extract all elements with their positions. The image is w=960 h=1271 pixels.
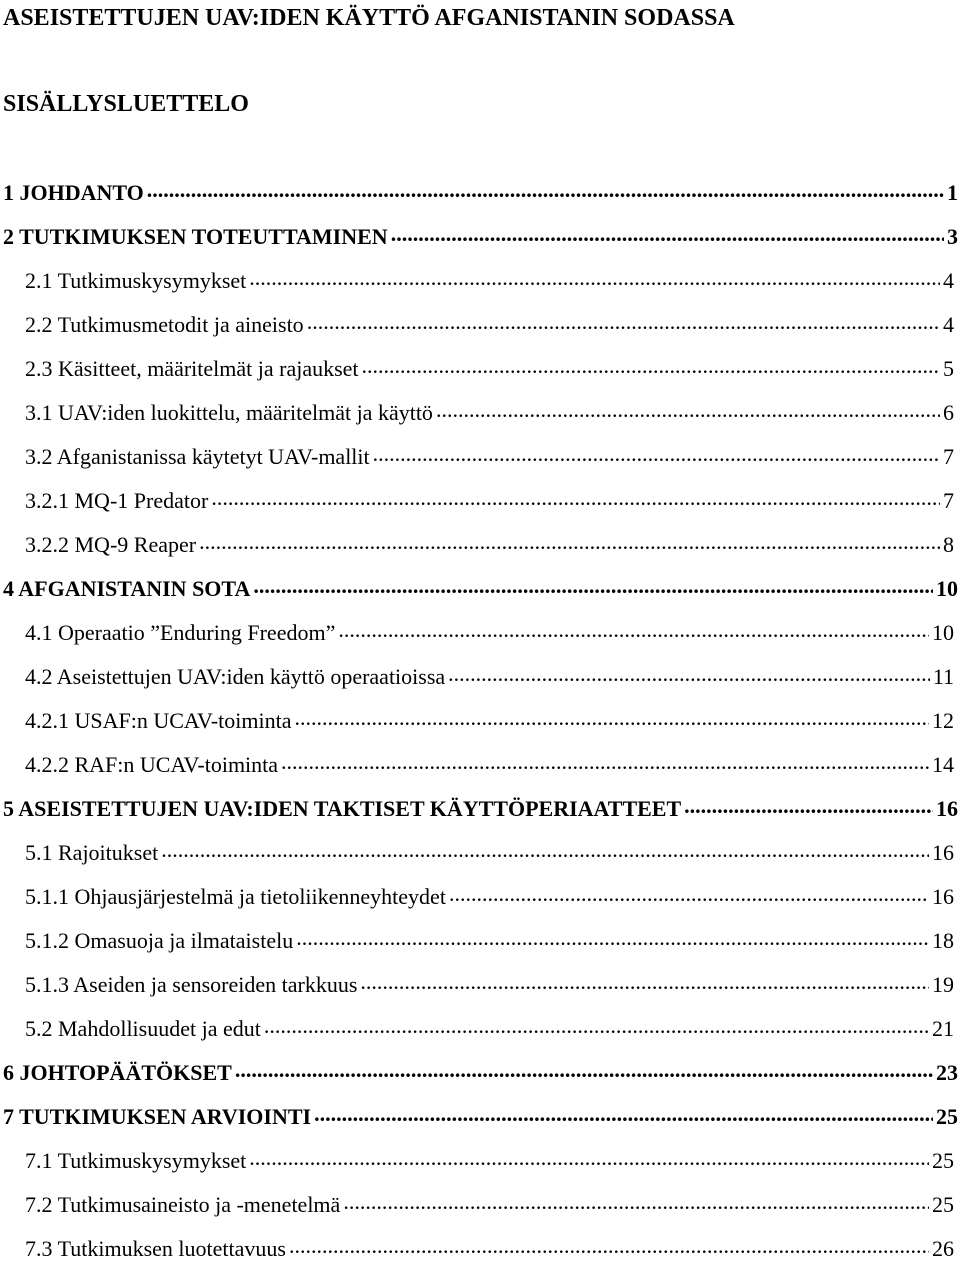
dot-leader [373,432,940,476]
dot-leader [147,168,944,212]
toc-entry[interactable] [0,831,960,875]
toc-entry[interactable] [0,699,960,743]
toc-entry-page-number: 25 [932,1148,954,1173]
toc-entry[interactable] [0,1183,960,1227]
toc-entry-label: 5.1.2 Omasuoja ja ilmataistelu [25,928,294,953]
dot-leader [211,476,940,520]
dot-leader [448,652,930,696]
toc-entry[interactable] [0,611,960,655]
dot-leader [343,1180,929,1224]
toc-entry[interactable] [0,1051,960,1095]
toc-entry[interactable] [0,919,960,963]
table-of-contents [0,171,960,1271]
dot-leader [307,300,940,344]
document-title: ASEISTETTUJEN UAV:IDEN KÄYTTÖ AFGANISTANIN SODASSA [3,5,735,31]
toc-entry[interactable] [0,655,960,699]
toc-entry[interactable] [0,1007,960,1051]
toc-entry[interactable] [0,479,960,523]
toc-entry[interactable] [0,1139,960,1183]
toc-entry-label: 2.1 Tutkimuskysymykset [25,268,247,293]
toc-entry-label: 5.2 Mahdollisuudet ja edut [25,1016,261,1041]
toc-entry-label: 7.3 Tutkimuksen luotettavuus [25,1236,286,1261]
toc-entry-label: 3.2.1 MQ-1 Predator [25,488,209,513]
toc-entry-page-number: 16 [936,796,958,821]
toc-entry-page-number: 5 [943,356,954,381]
toc-entry-page-number: 23 [936,1060,958,1085]
toc-entry-page-number: 10 [936,576,958,601]
toc-entry[interactable] [0,215,960,259]
toc-entry-label: 5.1.1 Ohjausjärjestelmä ja tietoliikenneyhteydet [25,884,446,909]
dot-leader [338,608,929,652]
toc-entry[interactable] [0,1095,960,1139]
toc-entry[interactable] [0,347,960,391]
toc-entry-label: 5.1.3 Aseiden ja sensoreiden tarkkuus [25,972,358,997]
dot-leader [249,1136,929,1180]
toc-entry-label: 2.2 Tutkimusmetodit ja aineisto [25,312,304,337]
toc-entry-label: 1 JOHDANTO [3,180,144,205]
toc-entry-label: 7.1 Tutkimuskysymykset [25,1148,247,1173]
toc-entry-label: 3.2.2 MQ-9 Reaper [25,532,197,557]
toc-entry[interactable] [0,303,960,347]
toc-entry-label: 7.2 Tutkimusaineisto ja -menetelmä [25,1192,341,1217]
toc-entry[interactable] [0,567,960,611]
toc-entry[interactable] [0,523,960,567]
toc-entry-page-number: 16 [932,884,954,909]
toc-entry-page-number: 14 [932,752,954,777]
dot-leader [235,1048,933,1092]
dot-leader [449,872,929,916]
toc-entry-label: 4 AFGANISTANIN SOTA [3,576,251,601]
dot-leader [281,740,929,784]
dot-leader [684,784,933,828]
toc-entry-page-number: 11 [932,664,954,689]
toc-entry-page-number: 4 [943,312,954,337]
toc-entry-page-number: 6 [943,400,954,425]
toc-entry-label: 3.2 Afganistanissa käytetyt UAV-mallit [25,444,370,469]
dot-leader [289,1224,929,1268]
dot-leader [362,344,940,388]
dot-leader [391,212,944,256]
toc-entry-page-number: 25 [932,1192,954,1217]
toc-entry-label: 5 ASEISTETTUJEN UAV:IDEN TAKTISET KÄYTTÖPERIAATTEET [3,796,682,821]
toc-entry-label: 4.1 Operaatio ”Enduring Freedom” [25,620,336,645]
toc-entry-page-number: 3 [947,224,958,249]
dot-leader [249,256,940,300]
toc-entry-label: 4.2.2 RAF:n UCAV-toiminta [25,752,279,777]
toc-entry-label: 2.3 Käsitteet, määritelmät ja rajaukset [25,356,359,381]
toc-entry-page-number: 10 [932,620,954,645]
toc-entry-page-number: 16 [932,840,954,865]
toc-entry-label: 6 JOHTOPÄÄTÖKSET [3,1060,232,1085]
toc-entry-page-number: 1 [947,180,958,205]
toc-entry[interactable] [0,875,960,919]
toc-entry[interactable] [0,171,960,215]
dot-leader [314,1092,933,1136]
toc-entry-page-number: 7 [943,488,954,513]
toc-entry[interactable] [0,1227,960,1271]
toc-entry[interactable] [0,963,960,1007]
toc-heading: SISÄLLYSLUETTELO [3,91,249,117]
toc-entry[interactable] [0,435,960,479]
toc-entry-page-number: 4 [943,268,954,293]
toc-entry-page-number: 18 [932,928,954,953]
toc-entry-page-number: 7 [943,444,954,469]
toc-entry-label: 4.2 Aseistettujen UAV:iden käyttö operaatioissa [25,664,446,689]
toc-entry[interactable] [0,391,960,435]
dot-leader [360,960,929,1004]
toc-entry-page-number: 26 [932,1236,954,1261]
dot-leader [199,520,940,564]
dot-leader [296,916,929,960]
toc-entry-page-number: 19 [932,972,954,997]
toc-entry-page-number: 25 [936,1104,958,1129]
toc-entry-label: 7 TUTKIMUKSEN ARVIOINTI [3,1104,312,1129]
toc-entry-page-number: 21 [932,1016,954,1041]
toc-entry-label: 3.1 UAV:iden luokittelu, määritelmät ja käyttö [25,400,433,425]
toc-entry-label: 2 TUTKIMUKSEN TOTEUTTAMINEN [3,224,388,249]
toc-entry-page-number: 8 [943,532,954,557]
dot-leader [253,564,933,608]
toc-entry-label: 4.2.1 USAF:n UCAV-toiminta [25,708,292,733]
toc-entry[interactable] [0,787,960,831]
dot-leader [264,1004,929,1048]
toc-entry-page-number: 12 [932,708,954,733]
toc-entry[interactable] [0,259,960,303]
dot-leader [295,696,930,740]
toc-entry[interactable] [0,743,960,787]
toc-entry-label: 5.1 Rajoitukset [25,840,159,865]
dot-leader [436,388,940,432]
dot-leader [161,828,929,872]
